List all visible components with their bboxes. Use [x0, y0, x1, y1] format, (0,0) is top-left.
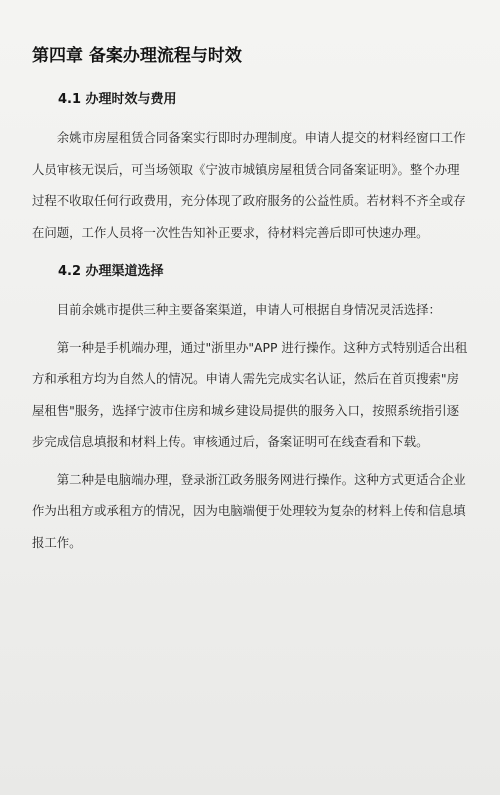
section-processing-time-and-fees — [32, 90, 470, 248]
section-channel-selection — [32, 262, 470, 558]
section-heading: 4.2 办理渠道选择 — [58, 264, 164, 279]
body-paragraph: 第一种是手机端办理，通过"浙里办"APP 进行操作。这种方式特别适合出租方和承租方均为自然人的情况。申请人需先完成实名认证，然后在首页搜索"房屋租售"服务，选择宁波市住房和城乡建设局提供的服务入口，按照系统指引逐步完成信息填报和材料上传。审核通过后，备案证明可在线查看和下载。 — [32, 339, 468, 449]
body-paragraph: 目前余姚市提供三种主要备案渠道，申请人可根据自身情况灵活选择： — [56, 302, 441, 317]
chapter-title: 第四章 备案办理流程与时效 — [32, 46, 242, 66]
body-paragraph: 余姚市房屋租赁合同备案实行即时办理制度。申请人提交的材料经窗口工作人员审核无误后，可当场领取《宁波市城镇房屋租赁合同备案证明》。整个办理过程不收取任何行政费用，充分体现了政府服务的公益性质。若材料不齐全或存在问题，工作人员将一次性告知补正要求，待材料完善后即可快速办理。 — [32, 130, 466, 240]
body-paragraph: 第二种是电脑端办理，登录浙江政务服务网进行操作。这种方式更适合企业作为出租方或承租方的情况，因为电脑端便于处理较为复杂的材料上传和信息填报工作。 — [32, 471, 466, 550]
section-heading: 4.1 办理时效与费用 — [58, 92, 177, 107]
